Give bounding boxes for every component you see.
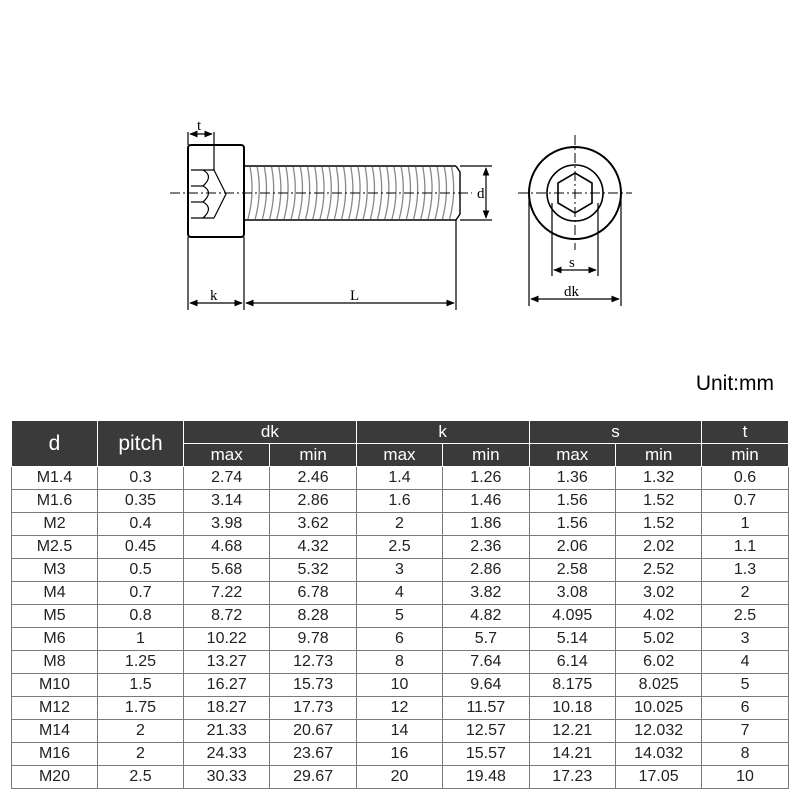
table-cell: 17.73 — [270, 697, 356, 720]
table-cell: 12.73 — [270, 651, 356, 674]
sub-header-k-min: min — [443, 444, 529, 467]
table-cell: 11.57 — [443, 697, 529, 720]
table-cell: 0.35 — [98, 490, 184, 513]
table-cell: 1.26 — [443, 467, 529, 490]
table-cell: 19.48 — [443, 766, 529, 789]
table-cell: M10 — [12, 674, 98, 697]
table-cell: 10.18 — [529, 697, 615, 720]
table-cell: M16 — [12, 743, 98, 766]
table-cell: 3.14 — [184, 490, 270, 513]
table-cell: 30.33 — [184, 766, 270, 789]
table-cell: 10 — [702, 766, 788, 789]
table-cell: 12.57 — [443, 720, 529, 743]
table-cell: 12.21 — [529, 720, 615, 743]
table-cell: 2.86 — [443, 559, 529, 582]
table-row — [12, 513, 789, 536]
table-cell: 2.02 — [615, 536, 701, 559]
table-cell: 9.78 — [270, 628, 356, 651]
screw-head — [188, 145, 244, 237]
table-row — [12, 674, 789, 697]
table-row — [12, 605, 789, 628]
header-pitch: pitch — [98, 421, 184, 467]
dim-label-dk: dk — [564, 284, 579, 300]
table-cell: 4.32 — [270, 536, 356, 559]
table-cell: 20.67 — [270, 720, 356, 743]
table-cell: 4 — [702, 651, 788, 674]
table-cell: 1.5 — [98, 674, 184, 697]
table-cell: 8.025 — [615, 674, 701, 697]
table-cell: 4.68 — [184, 536, 270, 559]
table-cell: 6.02 — [615, 651, 701, 674]
table-cell: 1 — [702, 513, 788, 536]
table-cell: 3.08 — [529, 582, 615, 605]
table-cell: 2 — [98, 720, 184, 743]
table-cell: 2.5 — [356, 536, 442, 559]
table-cell: 10.025 — [615, 697, 701, 720]
table-row — [12, 651, 789, 674]
table-cell: 1.75 — [98, 697, 184, 720]
table-cell: 1.52 — [615, 490, 701, 513]
dim-label-s: s — [569, 255, 575, 271]
table-cell: 0.4 — [98, 513, 184, 536]
table-cell: 18.27 — [184, 697, 270, 720]
table-cell: 8 — [356, 651, 442, 674]
table-cell: 3.62 — [270, 513, 356, 536]
table-cell: 6.78 — [270, 582, 356, 605]
table-cell: 24.33 — [184, 743, 270, 766]
table-cell: 7 — [702, 720, 788, 743]
table-cell: 6 — [702, 697, 788, 720]
table-row — [12, 490, 789, 513]
table-cell: M2.5 — [12, 536, 98, 559]
table-cell: 0.3 — [98, 467, 184, 490]
table-cell: 13.27 — [184, 651, 270, 674]
sub-header-k-max: max — [356, 444, 442, 467]
table-cell: 2.46 — [270, 467, 356, 490]
table-cell: 14 — [356, 720, 442, 743]
table-cell: M2 — [12, 513, 98, 536]
header-t: t — [702, 421, 788, 444]
group-header-row — [12, 421, 789, 444]
table-cell: M8 — [12, 651, 98, 674]
table-cell: 6.14 — [529, 651, 615, 674]
table-cell: 23.67 — [270, 743, 356, 766]
table-cell: 1.32 — [615, 467, 701, 490]
table-row — [12, 628, 789, 651]
table-cell: 7.22 — [184, 582, 270, 605]
table-cell: 29.67 — [270, 766, 356, 789]
sub-header-t-min: min — [702, 444, 788, 467]
table-cell: 2.36 — [443, 536, 529, 559]
table-cell: 16.27 — [184, 674, 270, 697]
table-cell: 1.46 — [443, 490, 529, 513]
table-cell: 5 — [356, 605, 442, 628]
table-cell: 0.7 — [702, 490, 788, 513]
table-cell: 5.02 — [615, 628, 701, 651]
table-cell: M1.6 — [12, 490, 98, 513]
table-cell: 3 — [702, 628, 788, 651]
table-cell: 2.06 — [529, 536, 615, 559]
table-cell: 0.8 — [98, 605, 184, 628]
table-cell: 6 — [356, 628, 442, 651]
table-cell: 2 — [702, 582, 788, 605]
table-row — [12, 743, 789, 766]
table-cell: 2 — [98, 743, 184, 766]
table-cell: 14.21 — [529, 743, 615, 766]
table-cell: 4.095 — [529, 605, 615, 628]
table-cell: 5.68 — [184, 559, 270, 582]
table-cell: 20 — [356, 766, 442, 789]
table-cell: 1.1 — [702, 536, 788, 559]
table-cell: 2.74 — [184, 467, 270, 490]
table-cell: 1.36 — [529, 467, 615, 490]
table-cell: 0.5 — [98, 559, 184, 582]
table-cell: 3.82 — [443, 582, 529, 605]
table-cell: 12 — [356, 697, 442, 720]
table-row — [12, 467, 789, 490]
table-cell: 4 — [356, 582, 442, 605]
table-cell: 1.6 — [356, 490, 442, 513]
table-cell: 17.05 — [615, 766, 701, 789]
table-cell: 1.4 — [356, 467, 442, 490]
dim-label-k: k — [210, 288, 218, 304]
sub-header-dk-max: max — [184, 444, 270, 467]
table-cell: 3 — [356, 559, 442, 582]
table-cell: M6 — [12, 628, 98, 651]
table-cell: M3 — [12, 559, 98, 582]
table-cell: 15.57 — [443, 743, 529, 766]
table-cell: 1.25 — [98, 651, 184, 674]
table-cell: 4.02 — [615, 605, 701, 628]
spec-table-body — [12, 467, 789, 789]
table-cell: 21.33 — [184, 720, 270, 743]
table-row — [12, 582, 789, 605]
table-cell: 2.5 — [98, 766, 184, 789]
screw-drawing — [0, 0, 800, 360]
table-cell: 1.52 — [615, 513, 701, 536]
table-row — [12, 536, 789, 559]
table-cell: 10.22 — [184, 628, 270, 651]
table-cell: 7.64 — [443, 651, 529, 674]
table-cell: 5.7 — [443, 628, 529, 651]
header-d: d — [12, 421, 98, 467]
dim-label-t: t — [197, 118, 202, 134]
table-cell: 2.58 — [529, 559, 615, 582]
table-row — [12, 720, 789, 743]
table-cell: 2.5 — [702, 605, 788, 628]
table-cell: 1.56 — [529, 490, 615, 513]
table-cell: 3.98 — [184, 513, 270, 536]
table-cell: 1.86 — [443, 513, 529, 536]
table-cell: 8.175 — [529, 674, 615, 697]
table-cell: 12.032 — [615, 720, 701, 743]
sub-header-dk-min: min — [270, 444, 356, 467]
table-cell: 0.6 — [702, 467, 788, 490]
table-cell: 15.73 — [270, 674, 356, 697]
table-cell: 3.02 — [615, 582, 701, 605]
table-cell: 5 — [702, 674, 788, 697]
table-cell: M5 — [12, 605, 98, 628]
table-cell: 8 — [702, 743, 788, 766]
table-cell: 4.82 — [443, 605, 529, 628]
table-cell: M1.4 — [12, 467, 98, 490]
dim-label-L: L — [350, 288, 360, 304]
table-cell: M20 — [12, 766, 98, 789]
table-cell: M4 — [12, 582, 98, 605]
table-cell: 1.56 — [529, 513, 615, 536]
sub-header-s-min: min — [615, 444, 701, 467]
table-cell: 17.23 — [529, 766, 615, 789]
table-cell: M14 — [12, 720, 98, 743]
sub-header-s-max: max — [529, 444, 615, 467]
dim-label-d: d — [477, 186, 485, 202]
header-k: k — [356, 421, 529, 444]
table-cell: 5.32 — [270, 559, 356, 582]
table-cell: 8.72 — [184, 605, 270, 628]
table-cell: 10 — [356, 674, 442, 697]
table-cell: 2 — [356, 513, 442, 536]
table-cell: M12 — [12, 697, 98, 720]
table-cell: 1.3 — [702, 559, 788, 582]
table-row — [12, 559, 789, 582]
table-cell: 8.28 — [270, 605, 356, 628]
unit-label: Unit:mm — [695, 372, 774, 395]
table-row — [12, 766, 789, 789]
table-cell: 2.86 — [270, 490, 356, 513]
table-cell: 5.14 — [529, 628, 615, 651]
header-s: s — [529, 421, 702, 444]
table-cell: 2.52 — [615, 559, 701, 582]
table-cell: 0.45 — [98, 536, 184, 559]
spec-table — [11, 420, 789, 789]
table-cell: 16 — [356, 743, 442, 766]
table-cell: 9.64 — [443, 674, 529, 697]
header-dk: dk — [184, 421, 357, 444]
table-cell: 14.032 — [615, 743, 701, 766]
table-cell: 0.7 — [98, 582, 184, 605]
table-row — [12, 697, 789, 720]
table-cell: 1 — [98, 628, 184, 651]
